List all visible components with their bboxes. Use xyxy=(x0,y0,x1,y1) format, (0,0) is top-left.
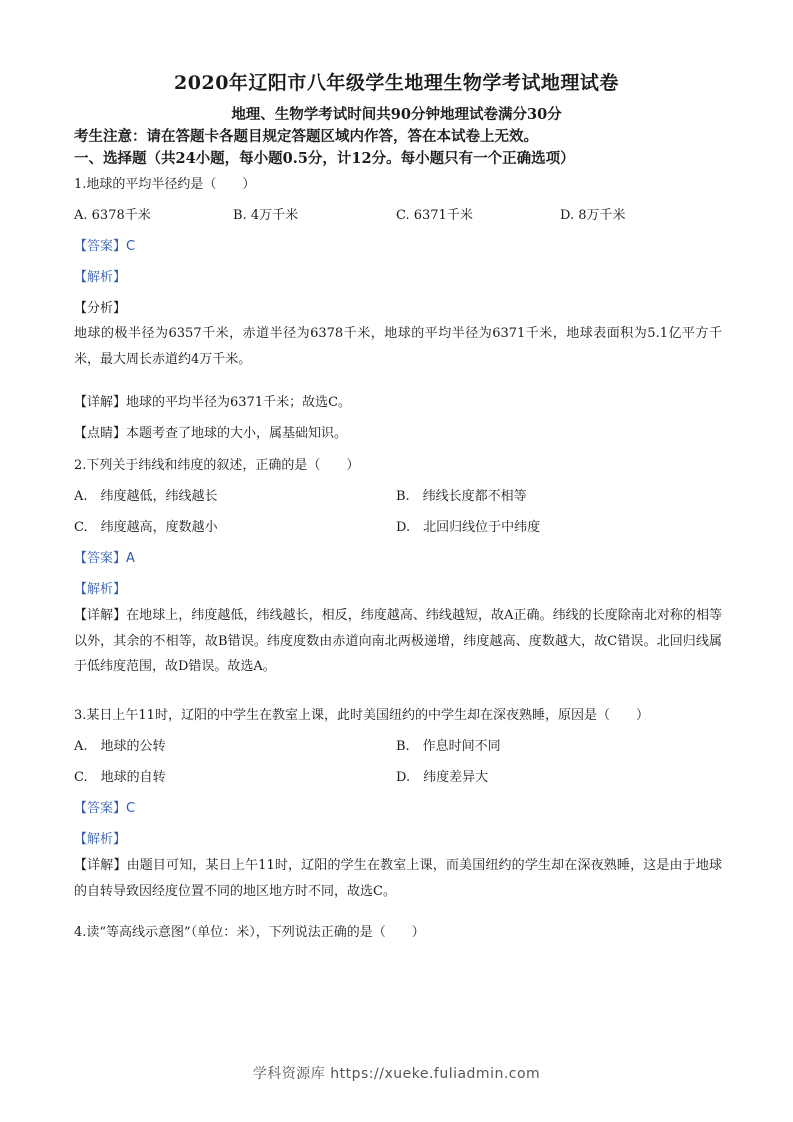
page-footer-watermark: 学科资源库 https://xueke.fuliadmin.com xyxy=(252,1066,541,1082)
answer-letter: C xyxy=(126,801,136,816)
q1-comment: 【点睛】本题考查了地球的大小，属基础知识。 xyxy=(74,426,348,441)
answer-tag: 【答案】 xyxy=(74,551,127,566)
q2-stem: 2.下列关于纬线和纬度的叙述，正确的是（ ） xyxy=(74,458,360,473)
q1-option-c: C. 6371千米 xyxy=(396,208,473,223)
q3-option-b: B. 作息时间不同 xyxy=(396,739,501,754)
q2-analysis-tag: 【解析】 xyxy=(74,582,127,597)
q3-answer xyxy=(74,797,135,816)
q1-stem: 1.地球的平均半径约是（ ） xyxy=(74,177,256,192)
q1-option-b: B. 4万千米 xyxy=(233,208,299,223)
q3-detail: 【详解】由题目可知，某日上午11时，辽阳的学生在教室上课，而美国纽约的学生却在深夜熟睡，这是由于地球的自转导致因经度位置不同的地区地方时不同，故选C。 xyxy=(74,858,722,899)
q3-analysis-tag: 【解析】 xyxy=(74,832,127,847)
exam-subtitle: 地理、生物学考试时间共90分钟地理试卷满分30分 xyxy=(231,106,562,123)
q2-option-b: B. 纬线长度都不相等 xyxy=(396,489,527,504)
q1-option-d: D. 8万千米 xyxy=(560,208,626,223)
q1-fenxi-tag: 【分析】 xyxy=(74,301,127,316)
q1-answer xyxy=(74,235,135,254)
page-title: 2020年辽阳市八年级学生地理生物学考试地理试卷 xyxy=(174,72,619,94)
exam-notice: 考生注意：请在答题卡各题目规定答题区域内作答，答在本试卷上无效。 xyxy=(74,128,538,145)
q3-option-a: A. 地球的公转 xyxy=(74,739,166,754)
q1-detail: 【详解】地球的平均半径为6371千米；故选C。 xyxy=(74,395,352,410)
q1-analysis-tag: 【解析】 xyxy=(74,270,127,285)
q2-option-d: D. 北回归线位于中纬度 xyxy=(396,520,541,535)
answer-tag: 【答案】 xyxy=(74,801,127,816)
answer-letter: A xyxy=(126,551,135,566)
answer-tag: 【答案】 xyxy=(74,239,127,254)
q2-option-c: C. 纬度越高，度数越小 xyxy=(74,520,218,535)
section-heading: 一、选择题（共24小题，每小题0.5分，计12分。每小题只有一个正确选项） xyxy=(74,150,575,167)
q3-option-c: C. 地球的自转 xyxy=(74,770,166,785)
q2-answer xyxy=(74,547,135,566)
q1-fenxi-text: 地球的极半径为6357千米，赤道半径为6378千米，地球的平均半径为6371千米，地球表面积为5.1亿平方千米，最大周长赤道约4万千米。 xyxy=(74,326,722,367)
q2-option-a: A. 纬度越低，纬线越长 xyxy=(74,489,218,504)
q2-detail: 【详解】在地球上，纬度越低，纬线越长，相反，纬度越高、纬线越短，故A正确。纬线的长度除南北对称的相等以外，其余的不相等，故B错误。纬度度数由赤道向南北两极递增，纬度越高、度数越大，故C错误。北回归线属于低纬度范围，故D错误。故选A。 xyxy=(74,608,722,674)
q4-stem: 4.读“等高线示意图”（单位：米），下列说法正确的是（ ） xyxy=(74,925,425,940)
q3-option-d: D. 纬度差异大 xyxy=(396,770,489,785)
answer-letter: C xyxy=(126,239,136,254)
q1-option-a: A. 6378千米 xyxy=(74,208,151,223)
q3-stem: 3.某日上午11时，辽阳的中学生在教室上课，此时美国纽约的中学生却在深夜熟睡，原因是（ ） xyxy=(74,708,649,723)
